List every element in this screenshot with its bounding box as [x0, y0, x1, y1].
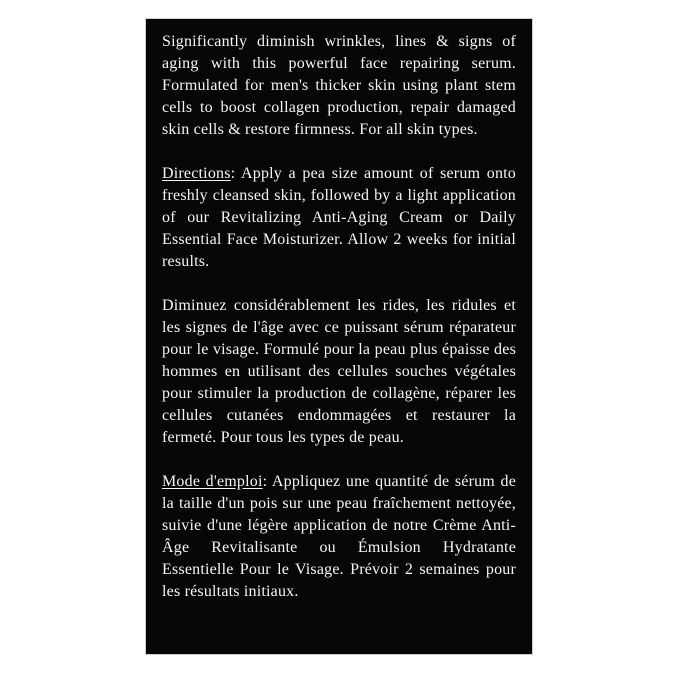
- mode-emploi-text: Appliquez une quantité de sérum de la taille d'un pois sur une peau fraîchement nettoyée, suivie d'une légère application de notre Crème Anti-Âge Revitalisante ou Émulsion Hydratante Essentielle Pour le Visage. Prévoir 2 semaines pour les résultats initiaux.: [162, 473, 516, 600]
- directions-separator: :: [230, 165, 241, 182]
- paragraph-directions: [162, 163, 516, 273]
- mode-emploi-separator: :: [262, 473, 272, 490]
- paragraph-mode-emploi: [162, 471, 516, 603]
- directions-text: Apply a pea size amount of serum onto freshly cleansed skin, followed by a light application of our Revitalizing Anti-Aging Cream or Daily Essential Face Moisturizer. Allow 2 weeks for initial results.: [162, 165, 516, 270]
- mode-emploi-heading: Mode d'emploi: [162, 473, 263, 490]
- product-label: [146, 19, 532, 654]
- paragraph-french-description: Diminuez considérablement les rides, les ridules et les signes de l'âge avec ce puissant sérum réparateur pour le visage. Formulé pour la peau plus épaisse des hommes en utilisant des cellules souches végétales pour stimuler la production de collagène, réparer les cellules cutanées endommagées et restaurer la fermeté. Pour tous les types de peau.: [162, 297, 516, 446]
- paragraph-english-description: Significantly diminish wrinkles, lines & signs of aging with this powerful face repairing serum. Formulated for men's thicker skin using plant stem cells to boost collagen production, repair damaged skin cells & restore firmness. For all skin types.: [162, 33, 516, 138]
- directions-heading: Directions: [162, 165, 231, 182]
